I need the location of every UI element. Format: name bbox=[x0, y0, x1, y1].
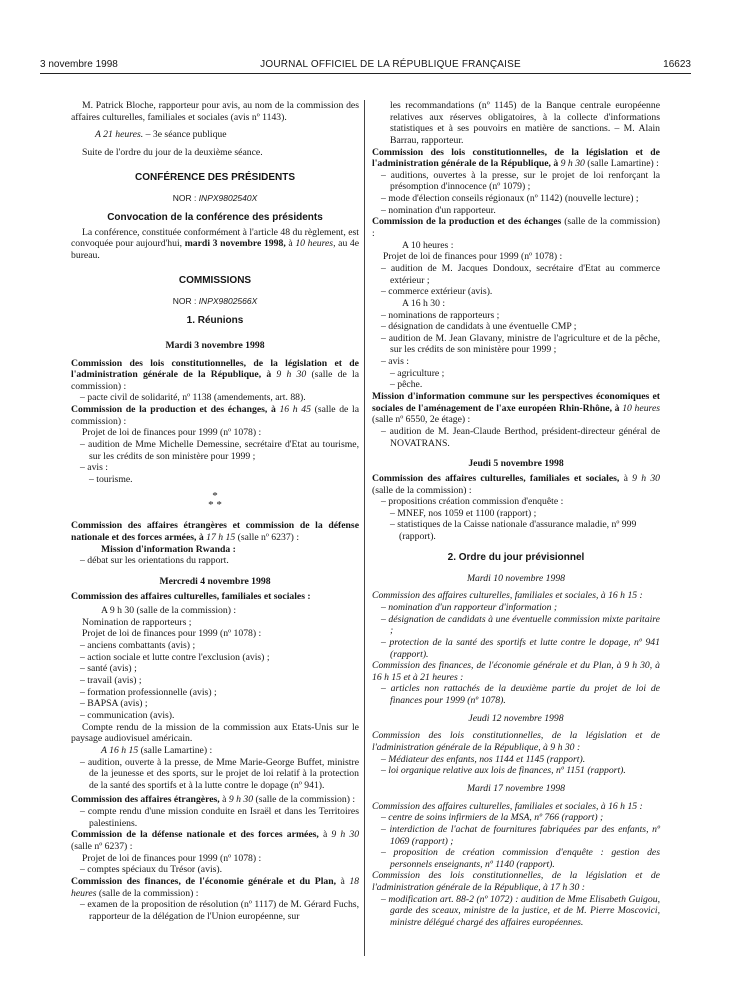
agenda-item: – désignation de candidats à une éventuelle commission mixte paritaire ; bbox=[381, 613, 660, 637]
day-heading: Jeudi 5 novembre 1998 bbox=[468, 458, 564, 470]
commission-heading: Commission des lois constitutionnelles, de la législation et de l'administration générale de la République, à 9 h 30 (salle Lamartine) : bbox=[372, 146, 660, 170]
separator-stars: * * * bbox=[208, 489, 222, 512]
continued-text: les recommandations (nº 1145) de la Banque centrale européenne relatives aux réserves obligatoires, à la collecte d'informations statistiques et à ses pouvoirs en matière de sanctions. – M. Alain Barrau, rapporteur. bbox=[390, 100, 660, 146]
agenda-item: – audition de M. Jean-Claude Berthod, président-directeur général de NOVATRANS. bbox=[381, 425, 660, 449]
commission-heading: Commission de la production et des échanges, à 16 h 45 (salle de la commission) : bbox=[71, 404, 359, 427]
agenda-item: – nomination d'un rapporteur d'information ; bbox=[381, 601, 558, 613]
agenda-item: – articles non rattachés de la deuxième partie du projet de loi de finances pour 1999 (nº 1078). bbox=[381, 683, 660, 707]
agenda-item: – nominations de rapporteurs ; bbox=[381, 309, 500, 321]
commission-heading: Commission de la production et des échanges (salle de la commission) : bbox=[372, 216, 660, 240]
reunions-title: 1. Réunions bbox=[186, 314, 244, 326]
commission-heading: Mission d'information commune sur les perspectives économiques et sociales de l'aménagement de l'axe européen Rhin-Rhône, à 10 heures (salle nº 6550, 2e étage) : bbox=[372, 391, 661, 426]
agenda-item: – comptes spéciaux du Trésor (avis). bbox=[80, 864, 223, 876]
agenda-item: – communication (avis). bbox=[80, 709, 175, 721]
plf-line: Projet de loi de finances pour 1999 (nº 1078) : bbox=[82, 852, 262, 864]
day-heading: Mardi 10 novembre 1998 bbox=[466, 572, 566, 584]
agenda-item: – audition, ouverte à la presse, de Mme Marie-George Buffet, ministre de la jeunesse et des sports, sur le projet de loi relatif à la protection de la santé des sportifs et à la lutte contre le dopage (nº 941). bbox=[80, 756, 359, 791]
header-date: 3 novembre 1998 bbox=[40, 58, 118, 70]
agenda-item: – commerce extérieur (avis). bbox=[381, 286, 493, 298]
plf-line: Projet de loi de finances pour 1999 (nº 1078) : bbox=[383, 251, 563, 263]
day-heading: Jeudi 12 novembre 1998 bbox=[468, 712, 564, 724]
journal-title: JOURNAL OFFICIEL DE LA RÉPUBLIQUE FRANÇAISE bbox=[260, 58, 521, 70]
agenda-item: – audition de M. Jean Glavany, ministre de l'agriculture et de la pêche, sur les crédits de son ministère pour 1999 ; bbox=[381, 332, 660, 356]
commissions-nor: NOR : INPX9802566X bbox=[172, 295, 258, 306]
plf-line: Projet de loi de finances pour 1999 (nº 1078) : bbox=[82, 628, 262, 640]
ordre-du-jour-title: 2. Ordre du jour prévisionnel bbox=[447, 551, 585, 563]
agenda-subitem: – pêche. bbox=[390, 379, 423, 391]
agenda-item: – formation professionnelle (avis) ; bbox=[80, 686, 217, 698]
compte-rendu: Compte rendu de la mission de la commission aux Etats-Unis sur le paysage audiovisuel américain. bbox=[71, 721, 359, 745]
agenda-item: – proposition de création commission d'enquête : gestion des personnels enseignants, nº 1140 (rapport). bbox=[381, 847, 660, 870]
left-column bbox=[71, 100, 359, 922]
agenda-item: – audition de M. Jacques Dondoux, secrétaire d'Etat au commerce extérieur ; bbox=[381, 262, 660, 286]
column-separator bbox=[364, 100, 365, 956]
conference-nor: NOR : INPX9802540X bbox=[172, 192, 258, 203]
intro-paragraph: M. Patrick Bloche, rapporteur pour avis, au nom de la commission des affaires culturelles, familiales et sociales (avis nº 1143). bbox=[71, 100, 359, 123]
seance-line: A 21 heures. – 3e séance publique bbox=[95, 129, 227, 141]
agenda-subitem: – tourisme. bbox=[89, 473, 133, 485]
commission-heading: Commission des affaires étrangères et commission de la défense nationale et des forces armées, à 17 h 15 (salle nº 6237) : bbox=[71, 520, 359, 543]
agenda-item: – nomination d'un rapporteur. bbox=[381, 204, 496, 216]
time-line: A 10 heures : bbox=[402, 239, 454, 251]
right-column bbox=[372, 100, 660, 929]
nomination-line: Nomination de rapporteurs ; bbox=[82, 616, 192, 628]
commission-heading: Commission des finances, de l'économie générale et du Plan, à 18 heures (salle de la commission) : bbox=[71, 875, 360, 899]
agenda-subitem: – agriculture ; bbox=[390, 367, 445, 379]
agenda-item: – avis : bbox=[80, 462, 108, 474]
agenda-item: – interdiction de l'achat de fournitures fabriquées par des enfants, nº 1069 (rapport) ; bbox=[381, 823, 660, 847]
agenda-item: – centre de soins infirmiers de la MSA, nº 766 (rapport) ; bbox=[381, 812, 604, 824]
agenda-item: – mode d'élection conseils régionaux (nº 1142) (nouvelle lecture) ; bbox=[381, 193, 639, 205]
commission-heading: Commission des affaires étrangères, à 9 h 30 (salle de la commission) : bbox=[71, 794, 356, 806]
day-heading: Mardi 17 novembre 1998 bbox=[466, 782, 566, 794]
agenda-item: – santé (avis) ; bbox=[80, 663, 137, 675]
agenda-item: – avis : bbox=[381, 356, 409, 368]
plf-line: Projet de loi de finances pour 1999 (nº 1078) : bbox=[82, 427, 262, 439]
agenda-subitem: – MNEF, nos 1059 et 1100 (rapport) ; bbox=[390, 507, 537, 519]
day-heading: Mercredi 4 novembre 1998 bbox=[159, 575, 271, 587]
mission-heading: Mission d'information Rwanda : bbox=[101, 543, 236, 555]
agenda-item: – auditions, ouvertes à la presse, sur le projet de loi renforçant la présomption d'innocence (nº 1079) ; bbox=[381, 169, 660, 193]
time-line: A 9 h 30 (salle de la commission) : bbox=[101, 605, 237, 617]
agenda-item: – désignation de candidats à une éventuelle CMP ; bbox=[381, 321, 577, 333]
commission-heading: Commission des finances, de l'économie générale et du Plan, à 9 h 30, à 16 h 15 et à 21 heures : bbox=[372, 660, 660, 683]
agenda-item: – propositions création commission d'enquête : bbox=[381, 496, 564, 508]
agenda-item: – action sociale et lutte contre l'exclusion (avis) ; bbox=[80, 651, 270, 663]
agenda-item: – loi organique relative aux lois de finances, nº 1151 (rapport). bbox=[381, 765, 626, 777]
commission-heading: Commission des lois constitutionnelles, de la législation et de l'administration générale de la République, à 17 h 30 : bbox=[372, 870, 660, 894]
commission-heading: Commission des affaires culturelles, familiales et sociales, à 16 h 15 : bbox=[372, 590, 643, 602]
agenda-item: – audition de Mme Michelle Demessine, secrétaire d'Etat au tourisme, sur les crédits de son ministère pour 1999 ; bbox=[80, 438, 359, 462]
commission-heading: Commission des affaires culturelles, familiales et sociales, à 16 h 15 : bbox=[372, 800, 643, 812]
agenda-item: – anciens combattants (avis) ; bbox=[80, 640, 196, 652]
agenda-item: – pacte civil de solidarité, nº 1138 (amendements, art. 88). bbox=[80, 392, 306, 404]
convocation-title: Convocation de la conférence des présidents bbox=[107, 211, 323, 223]
agenda-item: – compte rendu d'une mission conduite en Israël et dans les Territoires palestiniens. bbox=[80, 806, 359, 829]
commission-heading: Commission de la défense nationale et des forces armées, à 9 h 30 (salle nº 6237) : bbox=[71, 829, 360, 852]
commission-heading: Commission des lois constitutionnelles, de la législation et de l'administration générale de la République, à 9 h 30 (salle de la commission) : bbox=[71, 357, 359, 392]
page-number: 16623 bbox=[663, 58, 691, 70]
header-rule bbox=[40, 73, 691, 74]
agenda-item: – Médiateur des enfants, nos 1144 et 1145 (rapport). bbox=[381, 753, 586, 765]
agenda-item: – examen de la proposition de résolution (nº 1117) de M. Gérard Fuchs, rapporteur de la délégation de l'Union européenne, sur bbox=[80, 899, 359, 922]
commission-heading: Commission des affaires culturelles, familiales et sociales : bbox=[71, 590, 311, 602]
agenda-item: – travail (avis) ; bbox=[80, 675, 142, 687]
agenda-subitem: – statistiques de la Caisse nationale d'assurance maladie, nº 999 (rapport). bbox=[390, 519, 637, 543]
convocation-text: La conférence, constituée conformément à l'article 48 du règlement, est convoquée pour aujourd'hui, mardi 3 novembre 1998, à 10 heures, au 4e bureau. bbox=[71, 226, 360, 262]
agenda-item: – BAPSA (avis) ; bbox=[80, 698, 148, 710]
agenda-item: – débat sur les orientations du rapport. bbox=[80, 555, 229, 567]
conference-title: CONFÉRENCE DES PRÉSIDENTS bbox=[134, 171, 296, 183]
day-heading: Mardi 3 novembre 1998 bbox=[165, 339, 265, 351]
time-line: A 16 h 30 : bbox=[402, 297, 446, 309]
suite-line: Suite de l'ordre du jour de la deuxième séance. bbox=[82, 146, 263, 158]
agenda-item: – protection de la santé des sportifs et lutte contre le dopage, nº 941 (rapport). bbox=[381, 636, 660, 660]
page-header bbox=[40, 56, 691, 72]
agenda-item: – modification art. 88-2 (nº 1072) : audition de Mme Elisabeth Guigou, garde des sceaux, ministre de la justice, et de M. Pierre Moscovici, ministre délégué chargé des affaires européennes. bbox=[381, 893, 660, 928]
commissions-title: COMMISSIONS bbox=[178, 274, 252, 286]
time-line: A 16 h 15 (salle Lamartine) : bbox=[101, 744, 213, 756]
commission-heading: Commission des affaires culturelles, familiales et sociales, à 9 h 30 (salle de la commission) : bbox=[372, 472, 661, 496]
commission-heading: Commission des lois constitutionnelles, de la législation et de l'administration générale de la République, à 9 h 30 : bbox=[372, 730, 660, 754]
